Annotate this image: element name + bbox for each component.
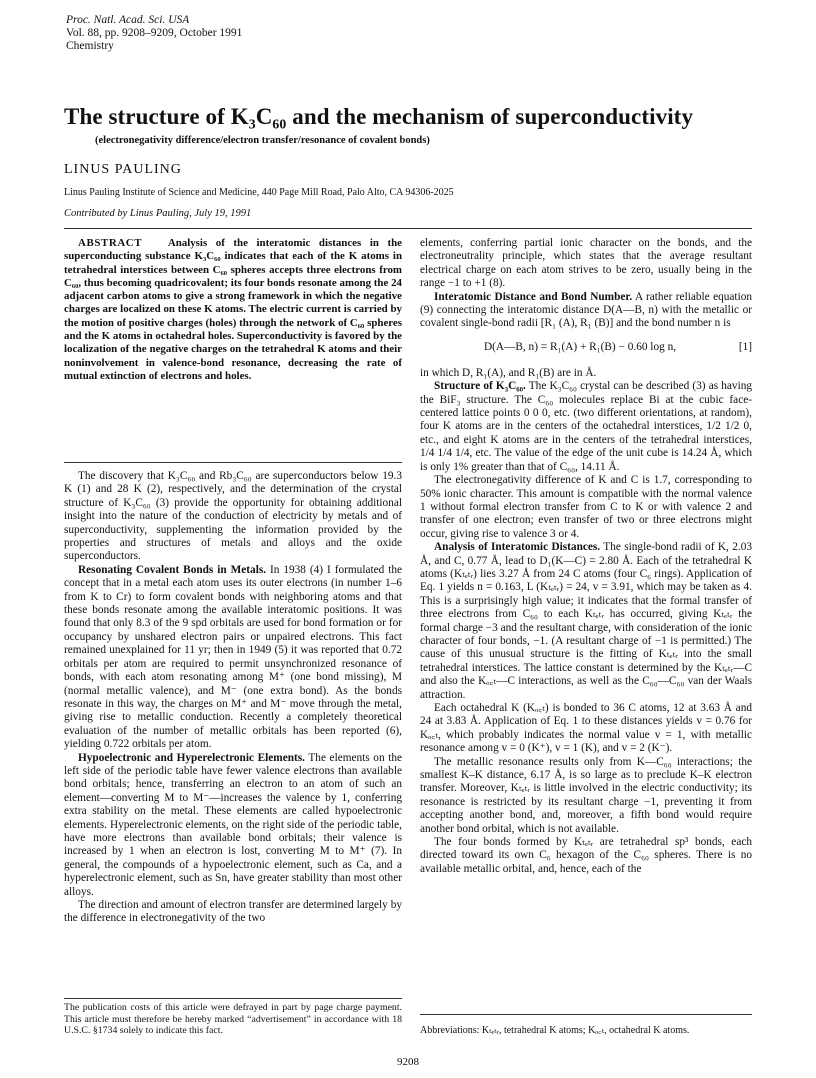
body-paragraph: [420, 380, 752, 474]
paragraph-text: elements, conferring partial ionic character on the bonds, and the electroneutrality principle, which states that the average resultant electrical charge on each atom strives to be zero, usually being in the range −1 to +1 (8).: [420, 237, 752, 290]
body-paragraph: [420, 836, 752, 876]
paragraph-text: The electronegativity difference of K and C is 1.7, corresponding to 50% ionic character. This amount is compatible with the normal valence 1 without formal electron transfer from C to K or with valence 2 and transfer of one electron; even transfer of two or three electrons might occur, giving rise to valence 3 or 4.: [420, 474, 752, 540]
paragraph-text: The metallic resonance results only from K—C₆₀ interactions; the smallest K–K distance, 6.17 Å, is so large as to preclude K–K electron transfer. Moreover, Kₜₑₜᵣ is little involved in the electric conductivity; its resonance is restricted by its resultant charge −1, preventing it from accepting another bond, and, moreover, a fifth bond would require another bond orbital, which is not available.: [420, 755, 752, 835]
paragraph-text: A rather reliable equation (9) connecting the interatomic distance D(A—B, n) with the metallic or covalent single-bond radii [R₁ (A), R₁ (B)] and the bond number n is: [420, 290, 753, 330]
author-name: LINUS PAULING: [64, 162, 182, 177]
contributed-line: Contributed by Linus Pauling, July 19, 1991: [64, 208, 252, 219]
abstract-label: ABSTRACT: [78, 237, 143, 249]
abstract: [64, 237, 402, 383]
equation-1: [420, 341, 752, 367]
journal-name: Proc. Natl. Acad. Sci. USA: [66, 14, 190, 26]
paragraph-text: in which D, R₁(A), and R₁(B) are in Å.: [420, 366, 597, 379]
footnote-divider: [64, 998, 402, 999]
author-affiliation: Linus Pauling Institute of Science and Medicine, 440 Page Mill Road, Palo Alto, CA 94306-2025: [64, 187, 454, 198]
body-paragraph: [420, 756, 752, 836]
body-paragraph: [64, 899, 402, 926]
abbreviations-divider: [420, 1014, 752, 1015]
abstract-divider: [64, 462, 402, 463]
body-paragraph: [420, 474, 752, 541]
article-title: The structure of K₃C₆₀ and the mechanism of superconductivity: [64, 104, 694, 129]
equation-text: D(A—B, n) = R₁(A) + R₁(B) − 0.60 log n,: [484, 340, 677, 353]
paragraph-text: In 1938 (4) I formulated the concept that in a metal each atom uses its outer electrons (in number 1–6 from K to Cr) to form covalent bonds with neighboring atoms and that these bonds resonate among the available interatomic positions. It was found that only 8.3 of the 9 spd orbitals are used for bond formation or for occupancy by unshared electron pairs or unpaired electrons. This fact remained unexplained for 11 yr; then in 1949 (5) it was reported that 0.72 orbitals per atom are required to permit unsynchronized resonance of bonds, with each atom resonating among M⁺ (one bond missing), M (normal metallic valence), and M⁻ (one extra bond). As the bonds resonate in this way, the charges on M⁺ and M⁻ move through the metal, giving rise to metallic conduction. Recently a completely theoretical evaluation of the number of metallic orbitals has been reported (6), yielding 0.722 orbitals per atom.: [64, 563, 403, 751]
right-body: [420, 237, 752, 876]
section-name: Chemistry: [66, 40, 114, 52]
publication-footnote: The publication costs of this article were defrayed in part by page charge payment. This article must therefore be hereby marked “advertisement” in accordance with 18 U.S.C. §1734 solely to indicate this fact.: [64, 1002, 402, 1037]
section-heading: Interatomic Distance and Bond Number.: [434, 290, 633, 303]
paragraph-text: The discovery that K₃C₆₀ and Rb₃C₆₀ are superconductors below 19.3 K (1) and 28 K (2), respectively, and the determination of the crystal structure of K₃C₆₀ (3) provide the opportunity for obtaining additional insight into the nature of the conduction of electricity by metals and of superconductivity, supplementing the information provided by the properties and structures of metals and alloys and the oxide superconductors.: [64, 470, 402, 563]
body-paragraph: [420, 702, 752, 756]
journal-header: [66, 14, 242, 53]
left-body: [64, 470, 402, 926]
body-paragraph: [420, 291, 752, 331]
equation-number: [1]: [738, 340, 752, 353]
section-heading: Hypoelectronic and Hyperelectronic Elements.: [78, 751, 305, 764]
body-paragraph: [420, 541, 752, 702]
article-keywords: (electronegativity difference/electron transfer/resonance of covalent bonds): [95, 135, 430, 146]
body-paragraph: [64, 470, 402, 564]
page-number: 9208: [397, 1056, 419, 1068]
body-paragraph: [420, 367, 752, 380]
paragraph-text: The four bonds formed by Kₜₑₜᵣ are tetrahedral sp³ bonds, each directed toward its own C₆ hexagon of the C₆₀ spheres. There is no available metallic orbital, and, hence, each of the: [420, 836, 752, 875]
volume-line: Vol. 88, pp. 9208–9209, October 1991: [66, 27, 243, 39]
paragraph-text: The elements on the left side of the periodic table have fewer valence electrons than available bond orbitals; hence, transferring an electron to an atom of such an element—converting M to M⁻—increases the valence by 1, conferring extra stability on the metal. These elements are called hypoelectronic elements. Hyperelectronic elements, on the right side of the periodic table, have more electrons than available bond orbitals; their valence is increased by 1 when an electron is lost, converting M to M⁺ (7). In general, the compounds of a hypoelectronic element, such as Ca, and a hyperelectronic element, such as Sn, have greater stability than most other alloys.: [64, 751, 402, 898]
header-divider: [64, 228, 752, 229]
paragraph-text: The direction and amount of electron transfer are determined largely by the difference in electronegativity of the two: [64, 899, 402, 925]
body-paragraph: [64, 752, 402, 899]
section-heading: Structure of K₃C₆₀.: [434, 380, 526, 393]
abbreviations-note: Abbreviations: Kₜₑₜᵣ, tetrahedral K atoms; Kₒ꜀ₜ, octahedral K atoms.: [420, 1025, 690, 1036]
body-paragraph: [64, 564, 402, 752]
section-heading: Analysis of Interatomic Distances.: [434, 541, 601, 554]
paragraph-text: The K₃C₆₀ crystal can be described (3) as having the BiF₃ structure. The C₆₀ molecules replace Bi at the cubic face-centered lattice points 0 0 0, etc. (two different orientations, at random), four K atoms are in the centers of the octahedral interstices, 1/2 1/2 0, etc., and eight K atoms are in the centers of the tetrahedral interstices, 1/4 1/4 1/4, etc. The value of the edge of the unit cube is 14.24 Å, which is only 1% greater than that of C₆₀, 14.11 Å.: [420, 380, 753, 473]
body-paragraph: [420, 237, 752, 291]
paragraph-text: Each octahedral K (Kₒ꜀ₜ) is bonded to 36 C atoms, 12 at 3.63 Å and 24 at 3.83 Å. Application of Eq. 1 to these distances yields v = 0.76 for Kₒ꜀ₜ, which probably indicates the normal value v = 1, with metallic resonance among v = 0 (K⁺), v = 1 (K), and v = 2 (K⁻).: [420, 702, 752, 755]
section-heading: Resonating Covalent Bonds in Metals.: [78, 563, 267, 576]
paragraph-text: The single-bond radii of K, 2.03 Å, and C, 0.77 Å, lead to D₁(K—C) = 2.80 Å. Each of the tetrahedral K atoms (Kₜₑₜᵣ) lies 3.27 Å from 24 C atoms (four C₆ rings). Application of Eq. 1 yields n = 0.163, L (Kₜₑₜᵣ) = 24, v = 3.91, which may be taken as 4. This is a surprisingly high value; it indicates that the formal transfer of three electrons from C₆₀ to each Kₜₑₜᵣ has occurred, giving Kₜₑₜᵣ the formal charge −3 and the resultant charge, with consideration of the ionic character of four bonds, −1. (A resultant charge of −1 is permitted.) The cause of this unusual structure is the fitting of Kₜₑₜᵣ into the small tetrahedral interstices. The lattice constant is determined by the Kₜₑₜᵣ—C and also the Kₒ꜀ₜ—C interactions, as well as the C₆₀—C₆₀ van der Waals attraction.: [420, 541, 752, 701]
abstract-text: Analysis of the interatomic distances in the superconducting substance K₃C₆₀ indicates that each of the K atoms in tetrahedral interstices between C₆₀ spheres accepts three electrons from C₆₀, thus becoming quadricovalent; its four bonds resonate among the 24 adjacent carbon atoms to give a strong framework in which the negative charges are localized on these K atoms. The electric current is carried by the motion of positive charges (holes) through the network of C₆₀ spheres and the K atoms in octahedral holes. Superconductivity is favored by the localization of the negative charges on the tetrahedral K atoms and their noninvolvement in valence-bond resonance, decreasing the rate of mutual extinction of electrons and holes.: [64, 237, 403, 382]
